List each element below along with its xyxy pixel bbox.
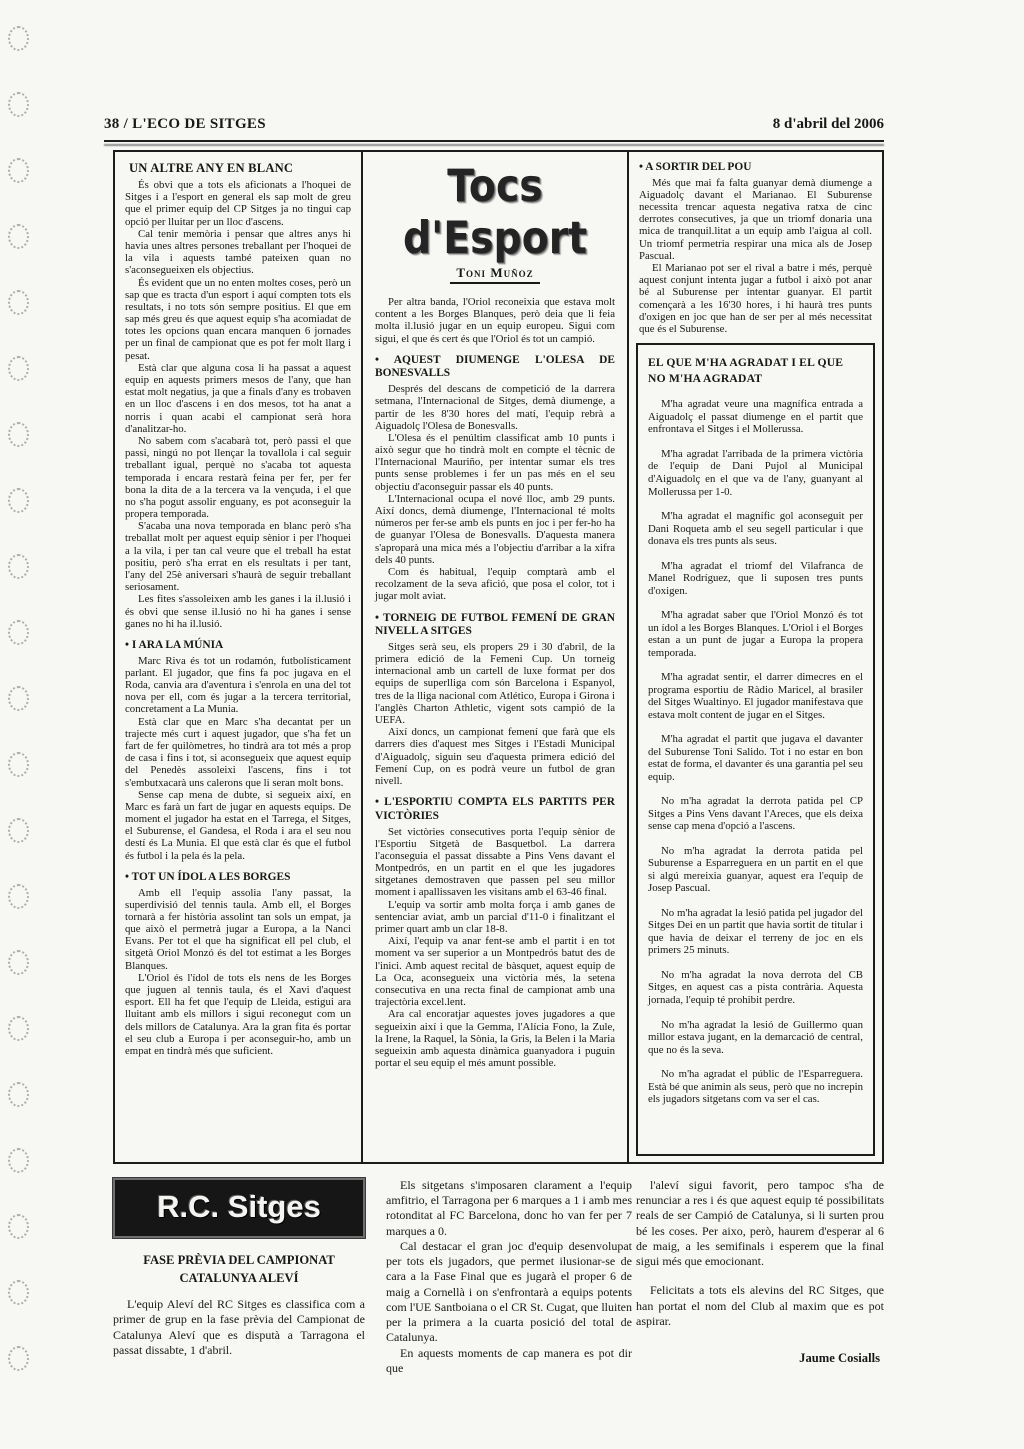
opinion-item: No m'ha agradat la derrota patida pel Suburense a Esparreguera en un partit en el que si algú mereixia guanyar, aquest era l'equip de Josep Pascual.: [648, 844, 863, 895]
paragraph: L'Olesa és el penúltim classificat amb 10 punts i això segur que ho tindrà molt en compte el tècnic de l'Internacional Mauriño, per intentar sumar els tres punts sense problemes i fer un pas més en el seu objectiu d'aconseguir passar els 40 punts.: [375, 431, 615, 493]
opinion-item: M'ha agradat el magnífic gol aconseguit per Dani Roqueta amb el seu segell particular i que donava els tres punts als seus.: [648, 510, 863, 548]
header-rule-shadow: [104, 144, 884, 146]
paragraph: Cal tenir memòria i pensar que altres anys hi havia unes altres persones treballant per l'hoquei de la vila i aquests també pateixen quan no s'aconsegueixen els objectius.: [125, 227, 351, 277]
opinion-item: M'ha agradat veure una magnífica entrada a Aiguadolç el passat diumenge en el partit que enfrontava el Sitges i el Mollerussa.: [648, 398, 863, 436]
paragraph: Així doncs, un campionat femení que farà que els darrers dies d'aquest mes Sitges i l'Estadi Municipal d'Aiguadolç, siguin seu d'aquesta primera edició del Femení Cup, on es podrà veure un futbol de gran nivell.: [375, 726, 615, 787]
binding-hole: [8, 26, 29, 51]
binding-hole: [8, 1148, 29, 1173]
paragraph: L'Internacional ocupa el nové lloc, amb 29 punts. Així doncs, demà diumenge, l'Internacional té molts números per fer-se amb els punts en joc i per fer-ho ha de guanyar l'Olesa de Bonesvalls. D'aquesta manera s'aproparà una mica més a l'objectiu d'arribar a la xifra dels 40 punts.: [375, 492, 615, 566]
paragraph: Sitges serà seu, els propers 29 i 30 d'abril, de la primera edició de la Femeni Cup. Un torneig internacional amb un cartell de luxe format per dos equips de superlliga com són Barcelona i Espanyol, tres de la lliga nacional com Atlético, Europa i Girona i l'anglès Charton Athletic, vigent sots campió de la UEFA.: [375, 640, 615, 726]
paragraph: S'acaba una nova temporada en blanc però s'ha treballat molt per aquest equip sènior i per l'hoquei a la vila, i per tan cal veure que el treball ha estat positiu, però s'ha errat en els resultats i per tant, l'any del 25è aniversari s'haurà de seguir treballant seriosament.: [125, 520, 351, 594]
section-heading: • TORNEIG DE FUTBOL FEMENÍ DE GRAN NIVELL A SITGES: [375, 611, 615, 638]
binding-hole: [8, 158, 29, 183]
opinion-item: No m'ha agradat el públic de l'Esparreguera. Està bé que animin als seus, però que no increpin els jugadors sitgetans com va ser el cas.: [648, 1068, 863, 1106]
paragraph: L'Oriol és l'ídol de tots els nens de les Borges que juguen al tennis taula, és el Xavi d'aquest esport. Ell ha fet que l'equip de Lleida, estigui ara lluitant amb els millors i sigui reconegut com un dels millors de Catalunya. Ara la gran fita és portar el seu club a Europa i per aconseguir-ho, amb un empat en tindrà més que suficient.: [125, 971, 351, 1057]
left-column: [115, 152, 363, 1162]
paragraph: Per altra banda, l'Oriol reconeixia que estava molt content a les Borges Blanques, però deia que li feia molta il.lusió jugar en un equip europeu. Sigui com sigui, el que és cert és que l'Oriol és tot un campió.: [375, 296, 615, 345]
opinion-item: M'ha agradat sentir, el darrer dimecres en el programa esportiu de Ràdio Maricel, al brasiler del Sitges Wualtinyo. El jugador manifestava que estava molt content de jugar en el Sitges.: [648, 671, 863, 721]
section-heading: • I ARA LA MÚNIA: [125, 638, 224, 651]
opinion-item: No m'ha agradat la lesió de Guillermo quan millor estava jugant, en la demarcació de central, que no és la seva.: [648, 1018, 863, 1056]
binding-hole: [8, 1280, 29, 1305]
paragraph: Més que mai fa falta guanyar demà diumenge a Aiguadolç davant el Marianao. El Suburense necessita trencar aquesta negativa ratxa de cinc derrotes consecutives, ja que un triomf donaria una mica de tranquil.litat a un equip amb l'aigua al coll. Un triomf permetria respirar una mica als de Josep Pascual.: [639, 176, 872, 262]
paragraph: Sense cap mena de dubte, si segueix així, en Marc es farà un fart de jugar en aquests equips. De moment el jugador ha estat en el Tarrega, el Sitges, el Suburense, el Gandesa, el Roda i ara el seu nou destí és La Munia. El que està clar és que el futbol és futbol i la pela és la pela.: [125, 788, 351, 862]
paragraph: Marc Riva és tot un rodamón, futbolísticament parlant. El jugador, que fins fa poc jugava en el Roda, canvia ara d'aventura i s'enrola en una del tot nova per ell, com és jugar a la tercera territorial, concretament a La Munia.: [125, 654, 351, 716]
author-signature: Jaume Cosialls: [799, 1351, 880, 1366]
paragraph: En aquests moments de cap manera es pot dir que: [386, 1345, 632, 1375]
opinion-item: M'ha agradat el partit que jugava el davanter del Suburense Toni Salido. Tot i no estar en bon estat de forma, el davanter és una garantia pel seu equip.: [648, 733, 863, 783]
byline: Toni Muñoz: [450, 265, 539, 284]
section-heading: • A SORTIR DEL POU: [639, 161, 752, 173]
spacer: [636, 1269, 884, 1283]
bottom-heading: FASE PRÈVIA DEL CAMPIONAT CATALUNYA ALEVÍ: [143, 1253, 335, 1285]
tocs-desport-logo: Tocs d'Esport: [403, 160, 587, 264]
rc-sitges-banner: R.C. Sitges: [113, 1178, 365, 1238]
binding-hole: [8, 1346, 29, 1371]
paragraph: Amb ell l'equip assolia l'any passat, la superdivisió del tennis taula. Amb ell, el Borges tornarà a fer història assolint tan sols un empat, ja que això el permetrà jugar a Europa, a la Nanci Evans. Per tot el que ha significat ell pel club, el sitgetà Oriol Monzó és del tot estimat a les Borges Blanques.: [125, 886, 351, 972]
paragraph: Felicitats a tots els alevins del RC Sitges, que han portat el nom del Club al maxim que es pot aspirar.: [636, 1283, 884, 1328]
binding-hole: [8, 950, 29, 975]
spiral-binding: [6, 26, 40, 1446]
column-logo-wrap: [375, 160, 615, 264]
opinion-item: No m'ha agradat la nova derrota del CB Sitges, en aquest cas a pista contrària. Aquesta jornada, l'equip té prohibit perdre.: [648, 968, 863, 1006]
issue-date: 8 d'abril del 2006: [772, 116, 884, 132]
binding-hole: [8, 1016, 29, 1041]
paragraph: Així, l'equip va anar fent-se amb el partit i en tot moment va ser superior a un Montpedrós batut des de l'inici. Amb aquest recital de bàsquet, aquest equip de La Oca, aconsegueix una victòria més, la setena consecutiva en una recta final de campionat amb una trajectòria excel.lent.: [375, 935, 615, 1009]
binding-hole: [8, 356, 29, 381]
section-heading: • AQUEST DIUMENGE L'OLESA DE BONESVALLS: [375, 353, 615, 380]
opinion-item: No m'ha agradat la lesió patida pel jugador del Sitges Dei en un partit que havia sortit de titular i que havia de deixar el terreny de joc en els primers 25 minuts.: [648, 906, 863, 957]
binding-hole: [8, 92, 29, 117]
paragraph: L'equip Aleví del RC Sitges es classifica com a primer de grup en la fase prèvia del Campionat de Catalunya Aleví que es disputà a Tarragona el passat dissabte, 1 d'abril.: [113, 1297, 365, 1357]
binding-hole: [8, 818, 29, 843]
paragraph: Després del descans de competició de la darrera setmana, l'Internacional de Sitges, demà diumenge, a partir de les 8'30 hores del matí, l'equip rebrà a Aiguadolç l'Olesa de Bonesvalls.: [375, 383, 615, 432]
paragraph: Els sitgetans s'imposaren clarament a l'equip amfitrio, el Tarragona per 6 marques a 1 i amb mes rotonditat al FC Barcelona, donc ho van fer per 7 marques a 0.: [386, 1178, 632, 1238]
right-column: [629, 152, 882, 1162]
byline-wrap: [375, 264, 615, 284]
paragraph: l'aleví sigui favorit, pero tampoc s'ha de renunciar a res i és que aquest equip té possibilitats reals de ser Campió de Catalunya, si li surten prou bé les coses. Per aixo, però, haurem d'esperar al 6 de maig, a les semifinals i esperem que la final sigui més que emocionant.: [636, 1178, 884, 1269]
opinion-item: M'ha agradat l'arribada de la primera victòria de l'equip de Dani Pujol al Municipal d'Aiguadolç en el que va de l'any, guanyant al Mollerussa per 1-0.: [648, 447, 863, 498]
binding-hole: [8, 422, 29, 447]
binding-hole: [8, 686, 29, 711]
paragraph: Està clar que en Marc s'ha decantat per un trajecte més curt i aquest jugador, que s'ha fet un fart de fer quilòmetres, ho tindrà ara tot més a prop de casa i fins i tot, si aconsegueix que aquest equip del Penedès assoleixi l'ascens, fins i tot s'embutxacarà uns calerons que li seran molt bons.: [125, 715, 351, 789]
bottom-right-column: [636, 1178, 884, 1366]
section-heading: • L'ESPORTIU COMPTA ELS PARTITS PER VICTÒRIES: [375, 796, 615, 822]
binding-hole: [8, 1082, 29, 1107]
paragraph: L'equip va sortir amb molta força i amb ganes de sentenciar aviat, amb un parcial d'11-0 i finalitzant el primer quart amb un clar 18-8.: [375, 898, 615, 935]
paragraph: És obvi que a tots els aficionats a l'hoquei de Sitges i a l'esport en general els sap molt de greu que el primer equip del CP Sitges ja no tingui cap opció per lluitar per un lloc d'ascens.: [125, 179, 351, 228]
page-header: [104, 116, 884, 138]
header-rule: [104, 140, 884, 142]
binding-hole: [8, 554, 29, 579]
opinion-item: M'ha agradat el triomf del Vilafranca de Manel Rodríguez, que li suposen tres punts d'oxigen.: [648, 559, 863, 597]
box-title: EL QUE M'HA AGRADAT I EL QUE NO M'HA AGRADAT: [648, 356, 844, 385]
right-article: [636, 157, 875, 335]
agradat-box: [636, 343, 875, 1156]
binding-hole: [8, 752, 29, 777]
paragraph: Ara cal encoratjar aquestes joves jugadores a que segueixin així i que la Gemma, l'Alícia Fono, la Zule, la Irene, la Raquel, la Sònia, la Gris, la Belen i la Maria segueixin amb aquesta dinàmica guanyadora i puguin portar el seu equip el més amunt possible.: [375, 1008, 615, 1070]
paragraph: És evident que un no enten moltes coses, però un sap que es tracta d'un esport i aquí compten tots els resultats, i no tots són sempre positius. El que em sap més greu és que aquest equip s'ha acomiadat de totes les opcions quan encara manquen 6 jornades per un final de campionat que es pot fer molt llarg i pesat.: [125, 276, 351, 362]
binding-hole: [8, 488, 29, 513]
binding-hole: [8, 290, 29, 315]
paragraph: Set victòries consecutives porta l'equip sènior de l'Esportiu Sitgetà de Basquetbol. La darrera l'aconseguia el passat dissabte a Pins Vens davant el Montpedrós, en un partit en el que les jugadores sitgetanes demostraven que passen pel seu millor moment i apallissaven les visitans amb el 63-46 final.: [375, 825, 615, 899]
paragraph: El Marianao pot ser el rival a batre i més, perquè aquest conjunt intenta jugar a futbol i això pot anar bé al Suburense per intentar guanyar. El partit començarà a les 16'30 hores, i hi haurà tres punts d'oxigen en joc que han de ser per al més necessitat que és el Suburense.: [639, 262, 872, 335]
binding-hole: [8, 620, 29, 645]
binding-hole: [8, 884, 29, 909]
paragraph: Com és habitual, l'equip comptarà amb el recolzament de la seva afició, que posa el color, tot i jugar molt aviat.: [375, 565, 615, 603]
center-column: [363, 152, 629, 1162]
paragraph: Cal destacar el gran joc d'equip desenvolupat per tots els jugadors, que permet ilusionar-se de cara a la Fase Final que es jugarà el proper 6 de maig a Cornellà i on s'enfrontarà a equips potents com l'UE Santboiana o el CR St. Cugat, que lluiten per la primera a la cuarta posició del total de Catalunya.: [386, 1238, 632, 1345]
bottom-center-column: [386, 1178, 632, 1376]
opinion-item: No m'ha agradat la derrota patida pel CP Sitges a Pins Vens davant l'Areces, que els deixa sense cap mena d'opció a l'ascens.: [648, 795, 863, 833]
paragraph: Està clar que alguna cosa li ha passat a aquest equip en aquests primers mesos de l'any, que han estat molt negatius, ja que a finals d'any es trobaven en un lloc d'ascens i en dos mesos, tot ha anat a norris i quan acabi el campionat serà hora d'analitzar-ho.: [125, 361, 351, 435]
main-content-box: [113, 150, 884, 1164]
article-title: UN ALTRE ANY EN BLANC: [129, 161, 294, 175]
masthead-page-number: 38 / L'ECO DE SITGES: [104, 116, 266, 132]
opinion-item: M'ha agradat saber que l'Oriol Monzó és tot un ídol a les Borges Blanques. L'Oriol i el Borges estan a un punt de jugar a Europa la propera temporada.: [648, 609, 863, 659]
binding-hole: [8, 1214, 29, 1239]
bottom-left-column: [113, 1178, 365, 1358]
paragraph: Les fites s'assoleixen amb les ganes i la il.lusió i és obvi que sense il.lusió no hi ha ganes i sense ganes no hi ha il.lusió.: [125, 593, 351, 630]
paragraph: No sabem com s'acabarà tot, però passi el que passi, ningú no pot llençar la tovallola i cal seguir treballant igual, perquè no s'acaba tot aquesta temporada i encara restarà feina per fer, per fer bona la dita de a la tercera va la vençuda, i el que no s'ha pogut assolir enguany, es pot aconseguir la propera temporada.: [125, 434, 351, 521]
binding-hole: [8, 224, 29, 249]
section-heading: • TOT UN ÍDOL A LES BORGES: [125, 870, 291, 883]
